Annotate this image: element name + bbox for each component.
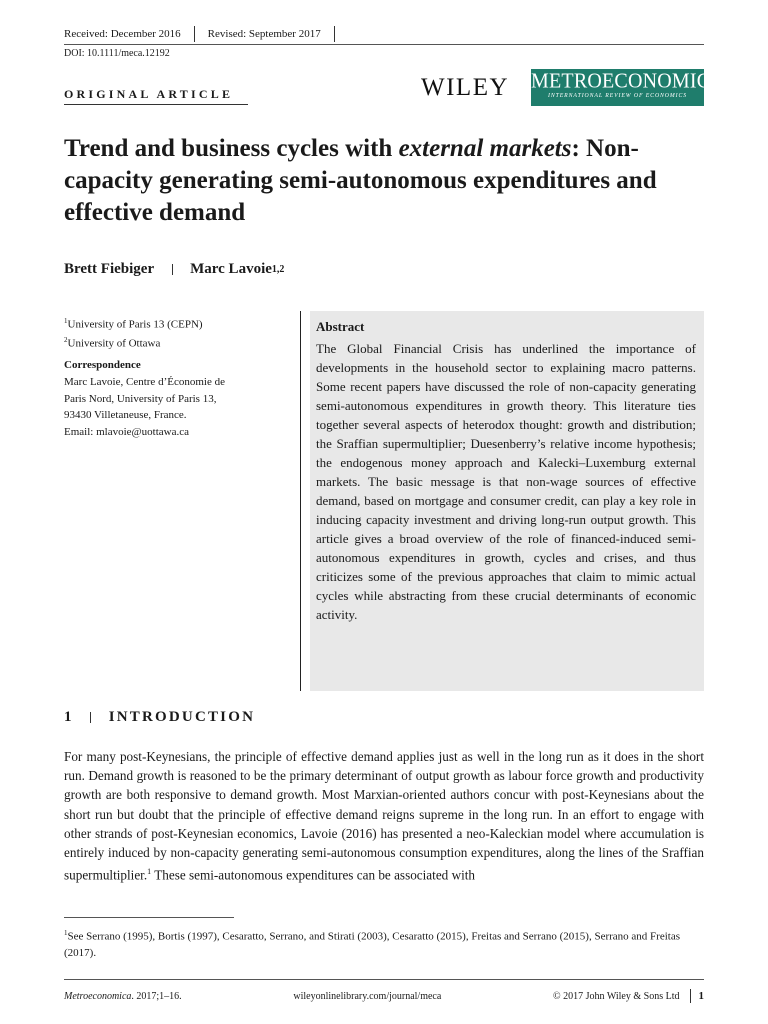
author-affiliation-sup: 1,2 — [271, 264, 285, 275]
doi[interactable]: DOI: 10.1111/meca.12192 — [64, 48, 170, 59]
received-date: Received: December 2016 — [64, 28, 181, 40]
divider — [90, 712, 91, 723]
divider — [194, 26, 195, 42]
journal-logo-subtitle: INTERNATIONAL REVIEW OF ECONOMICS — [547, 93, 688, 99]
footnote-sup: 1 — [64, 929, 68, 937]
affiliation-sup: 1 — [64, 317, 68, 325]
divider — [172, 264, 173, 275]
journal-logo — [531, 69, 725, 106]
body-text: For many post-Keynesians, the principle of effective demand applies just as well in the long run as it does in the short run. Demand growth is reasoned to be the primary determinant of output growth as labour force growth and productivity growth are both responsive to demand growth. Most Marxian-oriented authors concur with post-Keynesians about the short run but doubt that the principle of effective demand reigns supreme in the long run. In an effort to engage with other strands of post-Keynesian economics, Lavoie (2016) has presented a neo-Kaleckian model where accumulation is entirely induced by non-capacity generating semi-autonomous consumption expenditures, along the lines of the Sraffian supermultiplier. — [64, 749, 704, 883]
body-paragraph — [64, 747, 704, 885]
body-text: These semi-autonomous expenditures can be associated with — [151, 867, 476, 883]
correspondence-line: 93430 Villetaneuse, France. — [64, 409, 187, 421]
page-footer — [64, 989, 704, 1003]
section-heading — [64, 709, 255, 726]
correspondence-line: Paris Nord, University of Paris 13, — [64, 392, 217, 405]
footer-citation — [64, 991, 182, 1002]
footnote-ref[interactable]: 1 — [147, 867, 152, 877]
article-title — [64, 133, 704, 229]
abstract-text: The Global Financial Crisis has underlined the importance of developments in the household sector to explaining macro patterns. Some recent papers have discussed the role of non-capacity generating semi-autonomous expenditures in growth theory. This literature ties together several aspects of heterodox thought: growth and distribution; the Sraffian supermultiplier; Duesenberry’s relative income hypothesis; the endogenous money approach and Kalecki–Luxemburg external markets. The basic message is that non-wage sources of effective demand, based on mortgage and consumer credit, can play a key role in inducing capacity investment and driving long-run output growth. This article gives a broad overview of the role of financed-induced semi-autonomous expenditures in growth, cycles and crises, and thus criticizes some of the previous approaches that claim to mimic actual cycles while abstracting from these crucial determinants of economic activity. — [316, 341, 696, 622]
author-name[interactable]: Brett Fiebiger — [64, 261, 155, 277]
title-part: : Non-capacity generating semi-autonomous expenditures and effective demand — [64, 135, 657, 226]
footnote-text: See Serrano (1995), Bortis (1997), Cesaratto, Serrano, and Stirati (2003), Cesaratto (2015), Freitas and Serrano (2015), Serrano and Freitas (2017). — [64, 930, 680, 960]
section-number: 1 — [64, 709, 74, 725]
section-title: INTRODUCTION — [108, 709, 256, 725]
footer-citation-text: . 2017;1–16. — [131, 990, 182, 1002]
footer-copyright: © 2017 John Wiley & Sons Ltd — [553, 990, 680, 1002]
divider — [334, 26, 335, 42]
footnote — [64, 925, 704, 962]
author-name[interactable]: Marc Lavoie — [190, 261, 272, 277]
correspondence-line: Marc Lavoie, Centre d’Économie de — [64, 376, 225, 388]
author-list — [64, 261, 284, 278]
affiliation — [64, 332, 160, 352]
page-number: 1 — [698, 990, 704, 1002]
title-italic-part: external markets — [398, 135, 572, 162]
affiliation-text: University of Paris 13 (CEPN) — [67, 318, 203, 331]
affiliation-text: University of Ottawa — [67, 337, 161, 350]
affiliation — [64, 313, 203, 333]
footnote-rule — [64, 917, 234, 918]
footer-rule — [64, 979, 704, 980]
footer-url[interactable]: wileyonlinelibrary.com/journal/meca — [293, 990, 442, 1002]
journal-logo-name: METROECONOMICA — [531, 69, 725, 93]
correspondence-heading: Correspondence — [64, 359, 141, 371]
correspondence-address — [64, 374, 284, 440]
divider — [690, 989, 691, 1003]
received-revised-line — [64, 26, 348, 42]
title-part: Trend and business cycles with — [64, 135, 399, 162]
abstract-heading: Abstract — [316, 319, 365, 334]
revised-date: Revised: September 2017 — [207, 28, 321, 40]
publisher-logo: WILEY — [421, 74, 510, 101]
affiliation-sup: 2 — [64, 336, 68, 344]
footer-journal: Metroeconomica — [64, 990, 132, 1002]
correspondence-email[interactable]: Email: mlavoie@uottawa.ca — [64, 425, 189, 438]
header-rule — [64, 44, 704, 45]
article-type: ORIGINAL ARTICLE — [64, 87, 234, 101]
article-type-rule — [64, 104, 248, 105]
abstract-rule — [300, 311, 301, 691]
footer-right — [553, 989, 704, 1003]
